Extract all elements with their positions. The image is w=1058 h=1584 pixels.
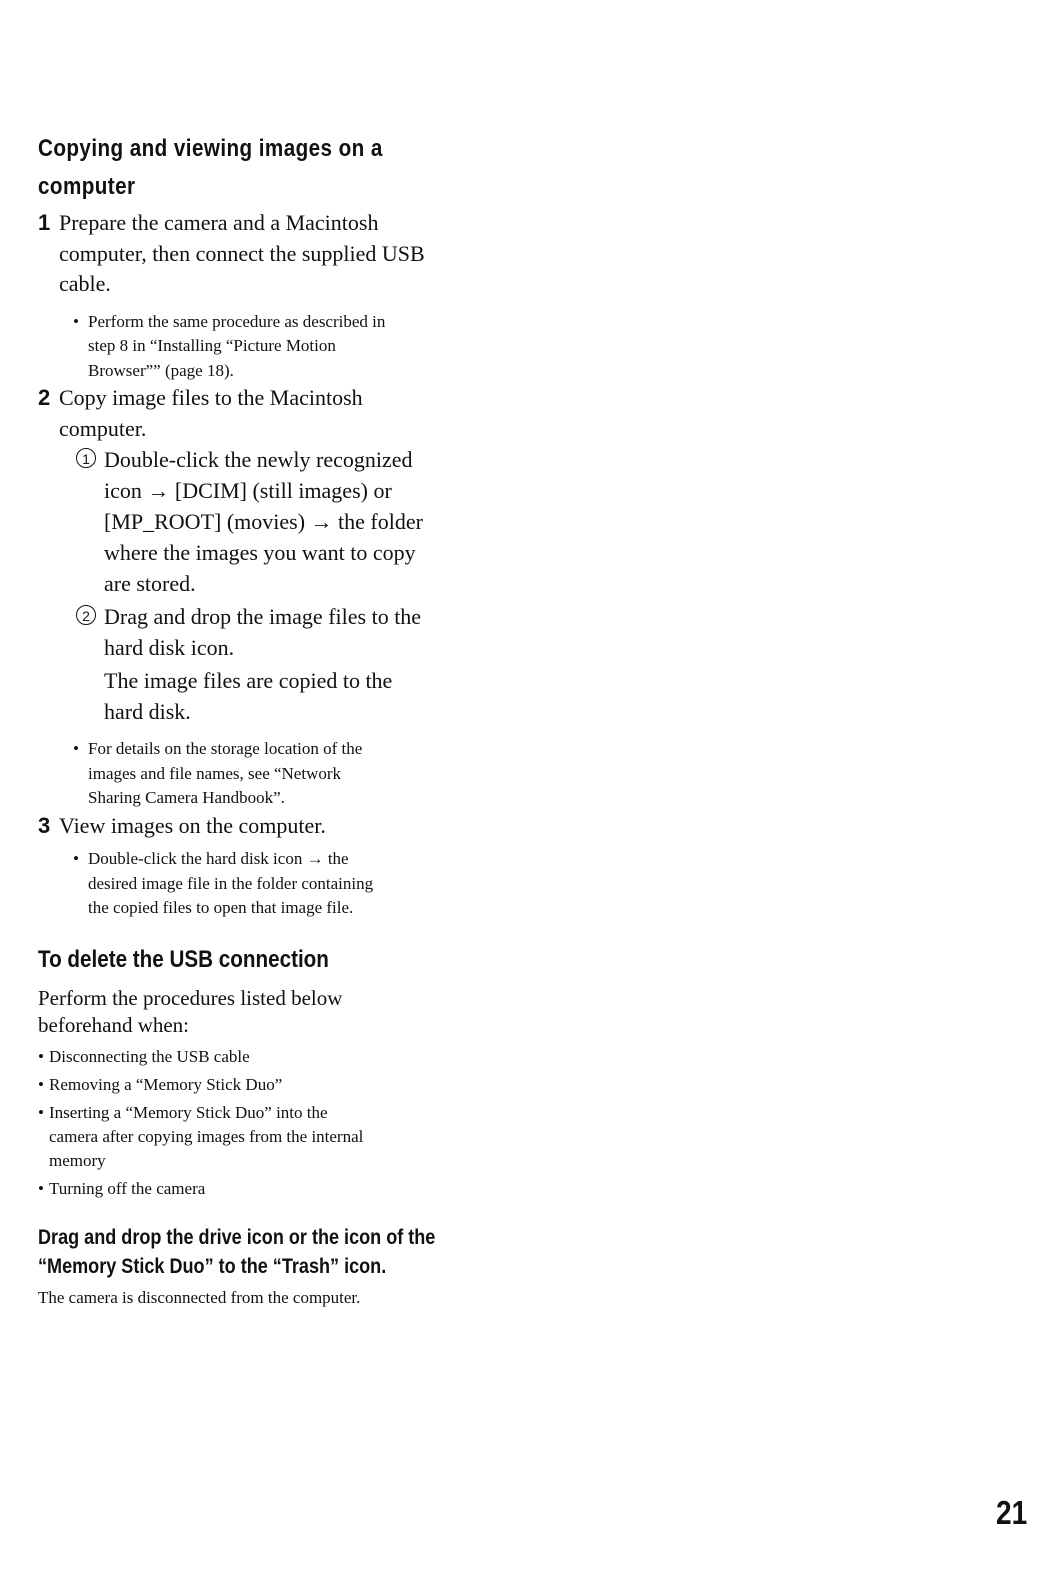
step-1 [38,208,498,383]
bullet-icon: • [38,1102,44,1122]
list-item: • Inserting a “Memory Stick Duo” into the camera after copying images from the internal memory [38,1102,364,1170]
list-item: • Removing a “Memory Stick Duo” [38,1073,498,1097]
circled-number-icon: 1 [76,448,96,468]
substep-2: 2 Drag and drop the image files to the hard disk icon. [38,601,498,663]
circled-number-icon: 2 [76,605,96,625]
bullet-icon: • [73,311,79,331]
page-content [38,130,498,1310]
step-number: 1 [38,210,51,235]
note: • Perform the same procedure as described in step 8 in “Installing “Picture Motion Browser”” (page 18). [73,311,386,380]
bullet-icon: • [38,1046,44,1066]
step-list [38,208,498,921]
step-3 [38,811,498,921]
list-item: • Turning off the camera [38,1177,498,1201]
substep-1: 1 Double-click the newly recognized icon → [DCIM] (still images) or [MP_ROOT] (movies) → the folder where the images you want to copy are stored. [38,444,498,599]
list-item: • Disconnecting the USB cable [38,1045,498,1069]
bullet-icon: • [73,739,79,758]
usb-intro: Perform the procedures listed below beforehand when: [38,985,343,1037]
result-text: The camera is disconnected from the computer. [38,1287,361,1307]
note: • For details on the storage location of the images and file names, see “Network Sharing Camera Handbook”. [73,739,363,807]
bullet-icon: • [38,1178,44,1198]
step-number: 3 [38,812,51,838]
step-number: 2 [38,385,51,410]
page-number: 21 [996,1494,1028,1531]
usb-heading: To delete the USB connection [38,945,329,973]
step-2 [38,383,498,811]
section-heading: Copying and viewing images on a computer [38,135,383,200]
bullet-icon: • [73,849,79,868]
condition-list [38,1045,498,1201]
bullet-icon: • [38,1074,44,1094]
usb-section [38,945,498,1310]
step-text: 3 View images on the computer. [38,811,498,842]
substep-result: The image files are copied to the hard disk. [104,668,393,724]
note: • Double-click the hard disk icon → the desired image file in the folder containing the copied files to open that image file. [73,849,374,917]
step-text: 2 Copy image files to the Macintosh computer. [38,385,363,441]
step-text: 1 Prepare the camera and a Macintosh computer, then connect the supplied USB cable. [38,210,425,296]
instruction-heading: Drag and drop the drive icon or the icon of the “Memory Stick Duo” to the “Trash” icon. [38,1225,436,1278]
